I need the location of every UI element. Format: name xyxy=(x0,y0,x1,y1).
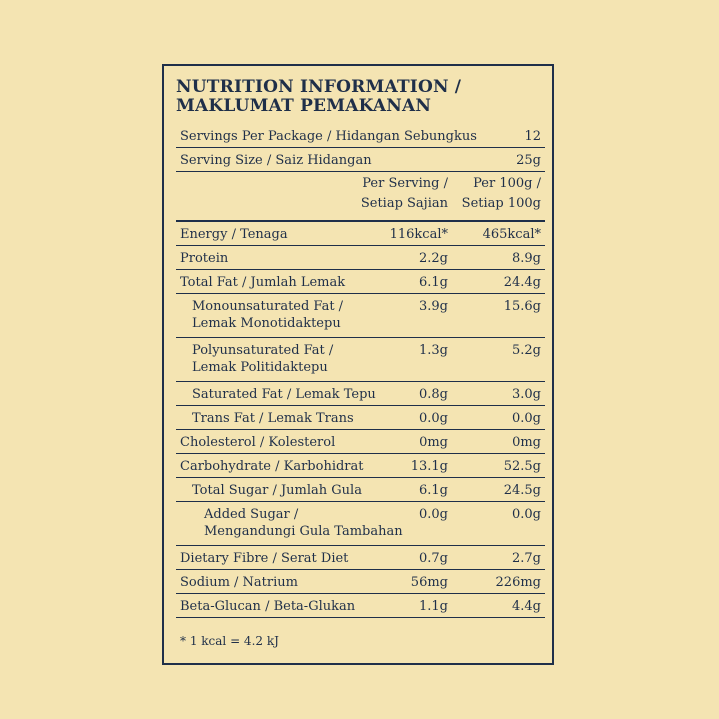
serving-size-row xyxy=(176,148,545,172)
nutrient-label-line: Total Sugar / Jumlah Gula xyxy=(192,483,362,498)
nutrient-label xyxy=(180,226,288,243)
nutrient-label xyxy=(180,434,335,451)
serving-size-value: 25g xyxy=(516,153,541,168)
nutrient-label-line: Cholesterol / Kolesterol xyxy=(180,435,336,450)
nutrient-label xyxy=(192,482,362,499)
per-serving-value: 3.9g xyxy=(419,299,448,314)
per-serving-value: 1.3g xyxy=(419,343,448,358)
nutrient-label-line: Total Fat / Jumlah Lemak xyxy=(180,275,346,290)
nutrient-label xyxy=(192,410,354,427)
per-100g-value: 0mg xyxy=(512,435,541,450)
nutrient-label-line: Sodium / Natrium xyxy=(180,575,298,590)
per-serving-header-line-2: Setiap Sajian xyxy=(360,196,448,211)
column-header-row xyxy=(176,172,545,222)
per-serving-value: 1.1g xyxy=(419,599,448,614)
serving-size-label: Serving Size / Saiz Hidangan xyxy=(180,153,372,168)
per-serving-value: 2.2g xyxy=(419,251,448,266)
per-100g-header-line-2: Setiap 100g xyxy=(461,196,541,211)
per-100g-value: 24.4g xyxy=(503,275,541,290)
per-100g-value: 52.5g xyxy=(503,459,541,474)
nutrient-row xyxy=(176,294,545,338)
nutrient-label-line: Lemak Monotidaktepu xyxy=(192,316,341,331)
per-100g-value: 0.0g xyxy=(512,411,541,426)
per-serving-value: 0.7g xyxy=(419,551,448,566)
per-100g-value: 8.9g xyxy=(512,251,541,266)
nutrient-row xyxy=(176,502,545,546)
nutrient-label xyxy=(192,386,376,403)
nutrient-label-line: Trans Fat / Lemak Trans xyxy=(192,411,354,426)
nutrient-row xyxy=(176,382,545,406)
per-100g-header-line-1: Per 100g / xyxy=(473,176,541,191)
nutrient-row xyxy=(176,222,545,246)
nutrient-label-line: Polyunsaturated Fat / xyxy=(192,343,334,358)
per-serving-value: 6.1g xyxy=(419,275,448,290)
nutrient-label xyxy=(180,458,364,475)
nutrition-table xyxy=(176,124,545,618)
nutrient-label xyxy=(204,506,403,540)
per-100g-value: 226mg xyxy=(495,575,541,590)
nutrient-row xyxy=(176,430,545,454)
nutrient-label-line: Carbohydrate / Karbohidrat xyxy=(180,459,364,474)
per-serving-value: 0.0g xyxy=(419,507,448,522)
title-line-1: NUTRITION INFORMATION / xyxy=(176,77,462,97)
nutrient-label xyxy=(192,298,343,332)
per-serving-value: 116kcal* xyxy=(389,227,448,242)
per-100g-value: 2.7g xyxy=(512,551,541,566)
nutrient-label xyxy=(180,550,348,567)
nutrient-label xyxy=(180,598,355,615)
nutrient-row xyxy=(176,570,545,594)
servings-per-package-row xyxy=(176,124,545,148)
nutrient-row xyxy=(176,406,545,430)
per-serving-value: 6.1g xyxy=(419,483,448,498)
nutrient-label-line: Protein xyxy=(180,251,229,266)
nutrient-row xyxy=(176,270,545,294)
nutrient-label-line: Added Sugar / xyxy=(204,507,299,522)
per-serving-value: 0mg xyxy=(419,435,448,450)
nutrient-label-line: Dietary Fibre / Serat Diet xyxy=(180,551,349,566)
per-100g-value: 24.5g xyxy=(503,483,541,498)
nutrient-row xyxy=(176,454,545,478)
nutrient-row xyxy=(176,246,545,270)
nutrient-label-line: Saturated Fat / Lemak Tepu xyxy=(192,387,376,402)
nutrient-row xyxy=(176,338,545,382)
per-100g-value: 465kcal* xyxy=(482,227,541,242)
per-serving-value: 0.0g xyxy=(419,411,448,426)
per-serving-header xyxy=(361,174,448,214)
nutrient-row xyxy=(176,546,545,570)
nutrient-label xyxy=(180,250,228,267)
nutrient-label xyxy=(180,274,345,291)
nutrient-label-line: Beta-Glucan / Beta-Glukan xyxy=(180,599,356,614)
footnote: * 1 kcal = 4.2 kJ xyxy=(180,634,279,648)
per-100g-value: 3.0g xyxy=(512,387,541,402)
nutrient-row xyxy=(176,478,545,502)
panel-title xyxy=(176,78,461,116)
nutrient-label-line: Monounsaturated Fat / xyxy=(192,299,344,314)
nutrient-label-line: Energy / Tenaga xyxy=(180,227,288,242)
per-serving-header-line-1: Per Serving / xyxy=(362,176,448,191)
nutrient-label-line: Lemak Politidaktepu xyxy=(192,360,328,375)
nutrient-label xyxy=(192,342,333,376)
per-100g-value: 4.4g xyxy=(512,599,541,614)
per-100g-value: 0.0g xyxy=(512,507,541,522)
per-serving-value: 0.8g xyxy=(419,387,448,402)
per-serving-value: 13.1g xyxy=(410,459,448,474)
per-100g-header xyxy=(462,174,541,214)
nutrient-label xyxy=(180,574,298,591)
nutrient-row xyxy=(176,594,545,618)
servings-per-package-label: Servings Per Package / Hidangan Sebungkus xyxy=(180,129,477,144)
per-100g-value: 15.6g xyxy=(503,299,541,314)
servings-per-package-value: 12 xyxy=(524,129,541,144)
nutrient-label-line: Mengandungi Gula Tambahan xyxy=(204,524,403,539)
per-100g-value: 5.2g xyxy=(512,343,541,358)
nutrient-rows xyxy=(176,222,545,618)
per-serving-value: 56mg xyxy=(410,575,448,590)
title-line-2: MAKLUMAT PEMAKANAN xyxy=(176,96,432,116)
nutrition-panel xyxy=(162,64,554,665)
